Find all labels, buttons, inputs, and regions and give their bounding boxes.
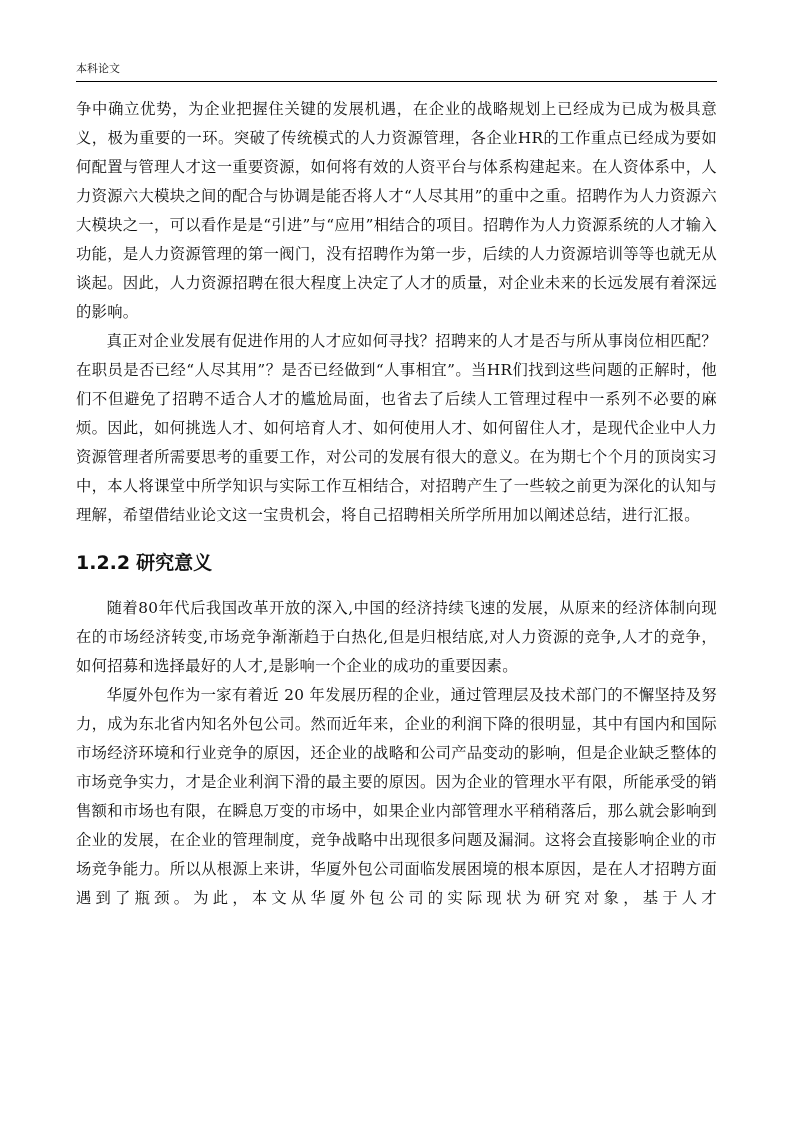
header-divider [76, 81, 717, 82]
section-number: 1.2.2 [76, 552, 131, 574]
section-title: 研究意义 [136, 552, 213, 574]
paragraph-talent-questions: 真正对企业发展有促进作用的人才应如何寻找？招聘来的人才是否与所从事岗位相匹配？在职员是否已经“人尽其用”？是否已经做到“人事相宜”。当HR们找到这些问题的正解时，他们不但避免了招聘不适合人才的尴尬局面，也省去了后续人工管理过程中一系列不必要的麻烦。因此，如何挑选人才、如何培育人才、如何使用人才、如何留住人才，是现代企业中人力资源管理者所需要思考的重要工作，对公司的发展有很大的意义。在为期七个个月的顶岗实习中，本人将课堂中所学知识与实际工作互相结合，对招聘产生了一些较之前更为深化的认知与理解，希望借结业论文这一宝贵机会，将自己招聘相关所学所用加以阐述总结，进行汇报。 [76, 332, 717, 524]
section-heading [76, 550, 717, 576]
paragraph-reform-background: 随着80年代后我国改革开放的深入,中国的经济持续飞速的发展，从原来的经济体制向现在的市场经济转变,市场竞争渐渐趋于白热化,但是归根结底,对人力资源的竞争,人才的竞争，如何招募和选择最好的人才,是影响一个企业的成功的重要因素。 [76, 599, 717, 675]
page-header-label: 本科论文 [76, 62, 120, 75]
paragraph-company-situation: 华厦外包作为一家有着近 20 年发展历程的企业，通过管理层及技术部门的不懈坚持及努力，成为东北省内知名外包公司。然而近年来，企业的利润下降的很明显，其中有国内和国际市场经济环境和行业竞争的原因，还企业的战略和公司产品变动的影响，但是企业缺乏整体的市场竞争实力，才是企业利润下滑的最主要的原因。因为企业的管理水平有限，所能承受的销售额和市场也有限，在瞬息万变的市场中，如果企业内部管理水平稍稍落后，那么就会影响到企业的发展，在企业的管理制度，竞争战略中出现很多问题及漏洞。这将会直接影响企业的市场竞争能力。所以从根源上来讲，华厦外包公司面临发展困境的根本原因，是在人才招聘方面遇到了瓶颈。为此，本文从华厦外包公司的实际现状为研究对象，基于人才 [76, 686, 717, 907]
document-body [76, 95, 717, 913]
paragraph-continuation: 争中确立优势，为企业把握住关键的发展机遇，在企业的战略规划上已经成为已成为极具意义，极为重要的一环。突破了传统模式的人力资源管理，各企业HR的工作重点已经成为要如何配置与管理人才这一重要资源，如何将有效的人资平台与体系构建起来。在人资体系中，人力资源六大模块之间的配合与协调是能否将人才“人尽其用”的重中之重。招聘作为人力资源六大模块之一，可以看作是是“引进”与“应用”相结合的项目。招聘作为人力资源系统的人才输入功能，是人力资源管理的第一阀门，没有招聘作为第一步，后续的人力资源培训等等也就无从谈起。因此，人力资源招聘在很大程度上决定了人才的质量，对企业未来的长远发展有着深远的影响。 [76, 100, 717, 321]
